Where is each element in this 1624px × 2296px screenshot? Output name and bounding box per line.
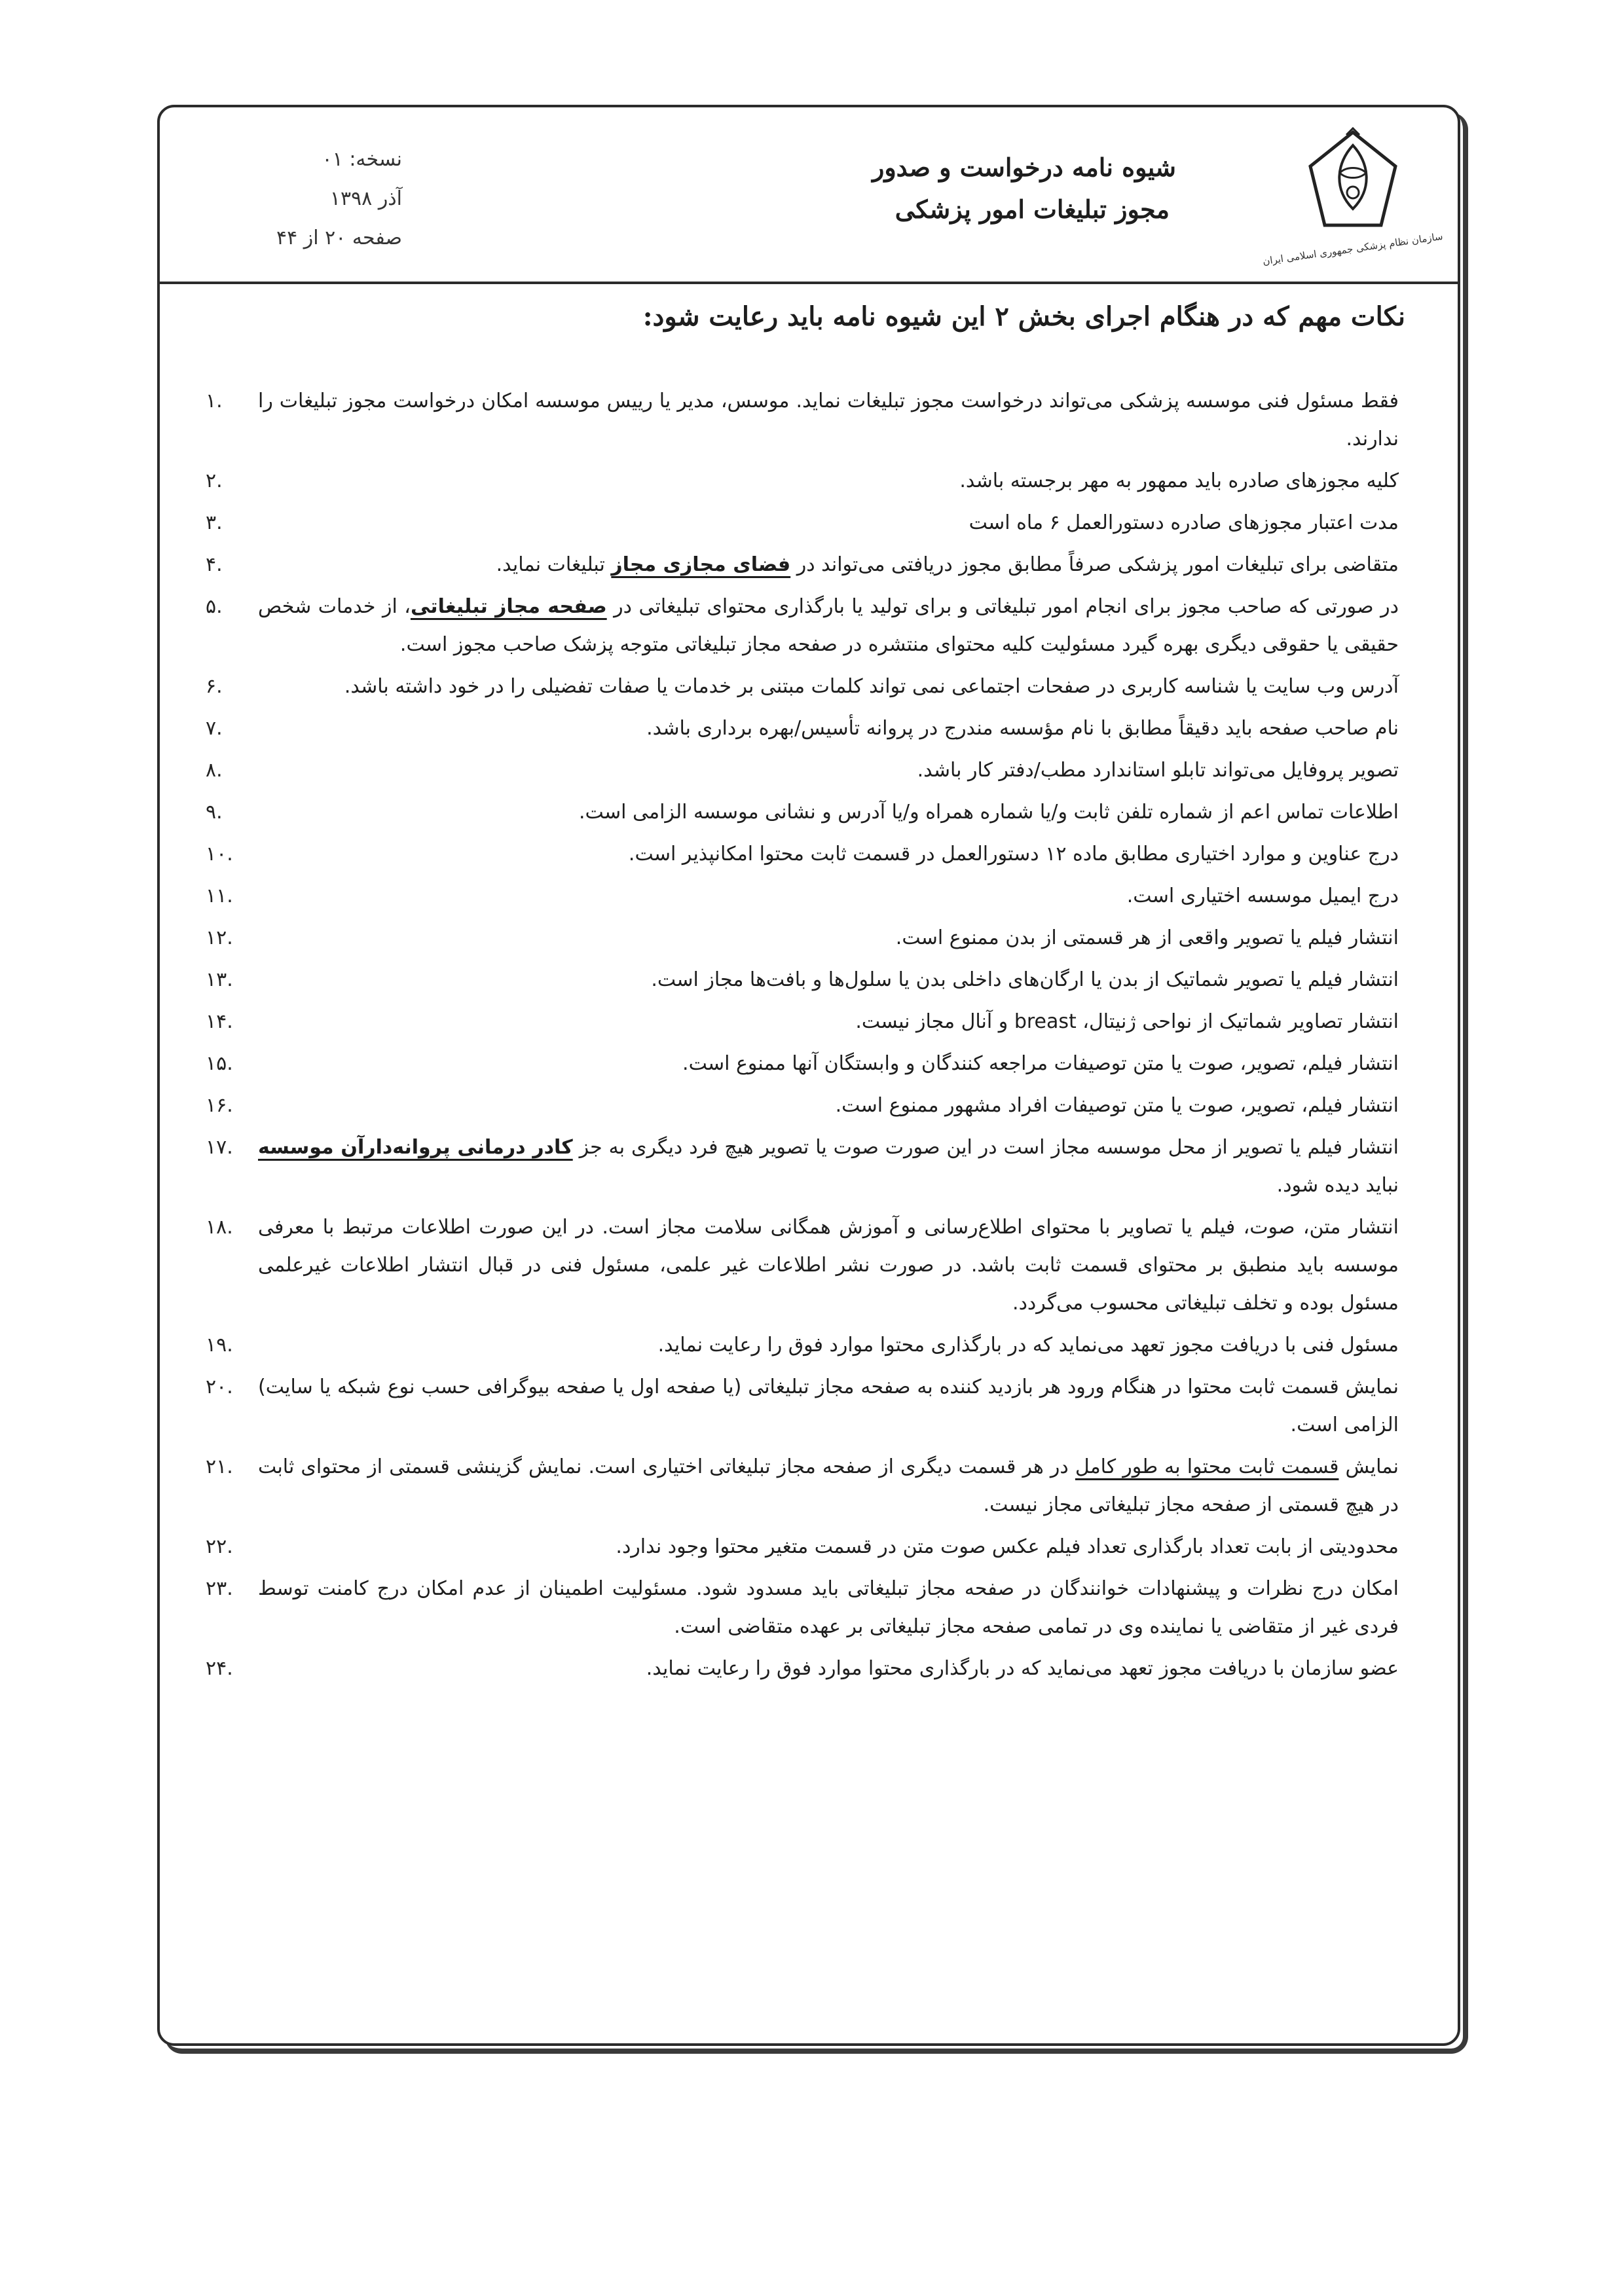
item-text-part: انتشار فیلم یا تصویر از محل موسسه مجاز است در این صورت صوت یا تصویر هیچ فرد دیگری به جز	[572, 1136, 1399, 1159]
item-text: نام صاحب صفحه باید دقیقاً مطابق با نام مؤسسه مندرج در پروانه تأسیس/بهره برداری باشد.	[646, 717, 1399, 740]
item-text	[258, 588, 1405, 664]
list-item	[206, 1650, 1405, 1688]
item-number: .۹	[206, 801, 223, 824]
item-number: .۶	[206, 675, 223, 698]
item-number: .۱	[206, 390, 223, 412]
item-number: .۲	[206, 469, 223, 492]
document-title	[718, 147, 1176, 230]
item-text: تصویر پروفایل می‌تواند تابلو استاندارد مطب/دفتر کار باشد.	[917, 759, 1399, 782]
item-text: انتشار متن، صوت، فیلم یا تصاویر با محتوای اطلاع‌رسانی و آموزش همگانی سلامت مجاز است. در این صورت اطلاعات مرتبط با معرفی موسسه باید منطبق بر محتوای قسمت ثابت باشد. در صورت نشر اطلاعات غیر علمی، مسئول فنی در قبال انتشار اطلاعات غیرعلمی مسئول بوده و تخلف تبلیغاتی محسوب می‌گردد.	[258, 1216, 1399, 1315]
date-label: آذر ۱۳۹۸	[329, 187, 402, 210]
list-item	[206, 1003, 1405, 1041]
list-item	[206, 752, 1405, 790]
item-text	[258, 1129, 1405, 1205]
list-item	[206, 1368, 1405, 1444]
document-body	[206, 297, 1405, 1692]
document-frame	[157, 105, 1460, 2046]
list-item	[206, 710, 1405, 748]
item-text: عضو سازمان با دریافت مجوز تعهد می‌نماید که در بارگذاری محتوا موارد فوق را رعایت نماید.	[646, 1657, 1399, 1680]
item-text: محدودیتی از بابت تعداد بارگذاری تعداد فیلم عکس صوت متن در قسمت متغیر محتوا وجود ندارد.	[616, 1535, 1399, 1558]
item-number: .۲۴	[206, 1657, 233, 1680]
item-text: درج عناوین و موارد اختیاری مطابق ماده ۱۲ دستورالعمل در قسمت ثابت محتوا امکانپذیر است.	[628, 843, 1399, 866]
item-number: .۵	[206, 595, 223, 618]
section-heading: نکات مهم که در هنگام اجرای بخش ۲ این شیوه نامه باید رعایت شود:	[642, 301, 1405, 332]
item-text: کلیه مجوزهای صادره باید ممهور به مهر برجسته باشد.	[959, 469, 1399, 492]
item-number: .۲۳	[206, 1577, 233, 1600]
list-item	[206, 462, 1405, 500]
item-text: انتشار تصاویر شماتیک از نواحی ژنیتال، breast و آنال مجاز نیست.	[855, 1010, 1399, 1033]
item-number: .۱۴	[206, 1010, 233, 1033]
item-text-part: در صورتی که صاحب مجوز برای انجام امور تبلیغاتی و برای تولید یا بارگذاری محتوای تبلیغاتی در	[606, 595, 1399, 618]
list-item	[206, 1326, 1405, 1364]
item-number: .۱۰	[206, 843, 233, 866]
item-number: .۱۸	[206, 1216, 233, 1239]
item-text: امکان درج نظرات و پیشنهادات خوانندگان در صفحه مجاز تبلیغاتی باید مسدود شود. مسئولیت اطمینان از عدم امکان درج کامنت توسط فردی غیر از متقاضی یا نماینده وی در تمامی صفحه مجاز تبلیغاتی بر عهده متقاضی است.	[258, 1577, 1399, 1638]
item-emphasis: قسمت ثابت محتوا به طور کامل	[1075, 1455, 1339, 1478]
list-item	[206, 546, 1405, 584]
list-item	[206, 961, 1405, 999]
item-text: انتشار فیلم، تصویر، صوت یا متن توصیفات افراد مشهور ممنوع است.	[835, 1094, 1399, 1117]
list-item	[206, 668, 1405, 706]
list-item	[206, 793, 1405, 831]
list-item	[206, 382, 1405, 458]
item-text: درج ایمیل موسسه اختیاری است.	[1126, 884, 1399, 907]
item-number: .۴	[206, 553, 223, 576]
document-meta	[206, 140, 402, 258]
list-item	[206, 1528, 1405, 1566]
item-text: مدت اعتبار مجوزهای صادره دستورالعمل ۶ ماه است	[969, 511, 1399, 534]
document-header	[160, 107, 1458, 284]
item-number: .۷	[206, 717, 223, 740]
title-line-1: شیوه نامه درخواست و صدور	[872, 153, 1176, 182]
item-number: .۱۷	[206, 1136, 233, 1159]
item-text-part: در هر قسمت دیگری از صفحه مجاز تبلیغاتی اختیاری است. نمایش گزینشی قسمتی از محتوای ثابت در هیچ قسمتی از صفحه مجاز تبلیغاتی مجاز نیست.	[258, 1455, 1399, 1516]
item-number: .۱۵	[206, 1052, 233, 1075]
item-text: آدرس وب سایت یا شناسه کاربری در صفحات اجتماعی نمی تواند کلمات مبتنی بر خدمات یا صفات تفضیلی را در خود داشته باشد.	[344, 675, 1399, 698]
list-item	[206, 1209, 1405, 1322]
list-item	[206, 877, 1405, 915]
medical-council-logo-icon	[1304, 127, 1402, 242]
item-text-part: ، از خدمات شخص حقیقی یا حقوقی دیگری بهره گیرد مسئولیت کلیه محتوای منتشره در صفحه مجاز تبلیغاتی متوجه پزشک صاحب مجوز است.	[258, 595, 1399, 656]
item-emphasis: فضای مجازی مجاز	[611, 553, 791, 576]
item-text-part: نمایش	[1338, 1455, 1399, 1478]
page-number: صفحه ۲۰ از ۴۴	[276, 227, 402, 249]
list-item	[206, 1087, 1405, 1125]
item-number: .۱۶	[206, 1094, 233, 1117]
item-text-part: نباید دیده شود.	[1276, 1174, 1399, 1197]
item-emphasis: کادر درمانی پروانه‌دارآن موسسه	[258, 1136, 573, 1159]
item-text-part: متقاضی برای تبلیغات امور پزشکی صرفاً مطابق مجوز دریافتی می‌تواند در	[790, 553, 1399, 576]
rules-list	[206, 382, 1405, 1688]
item-number: .۱۱	[206, 884, 233, 907]
list-item	[206, 504, 1405, 542]
item-text	[258, 1448, 1405, 1524]
list-item	[206, 1045, 1405, 1083]
item-number: .۱۲	[206, 926, 233, 949]
item-text	[258, 546, 1405, 584]
item-number: .۸	[206, 759, 223, 782]
item-number: .۳	[206, 511, 223, 534]
list-item	[206, 1129, 1405, 1205]
item-number: .۲۱	[206, 1455, 233, 1478]
item-number: .۲۰	[206, 1376, 233, 1398]
item-text: اطلاعات تماس اعم از شماره تلفن ثابت و/یا شماره همراه و/یا آدرس و نشانی موسسه الزامی است.	[579, 801, 1399, 824]
item-text: نمایش قسمت ثابت محتوا در هنگام ورود هر بازدید کننده به صفحه مجاز تبلیغاتی (یا صفحه اول یا صفحه بیوگرافی حسب نوع شبکه یا سایت) الزامی است.	[258, 1376, 1399, 1436]
item-text: فقط مسئول فنی موسسه پزشکی می‌تواند درخواست مجوز تبلیغات نماید. موسس، مدیر یا رییس موسسه امکان درخواست مجوز تبلیغات را ندارند.	[258, 390, 1399, 450]
list-item	[206, 835, 1405, 873]
list-item	[206, 1570, 1405, 1646]
item-text: انتشار فیلم یا تصویر واقعی از هر قسمتی از بدن ممنوع است.	[895, 926, 1399, 949]
organization-logo	[1262, 127, 1444, 268]
item-text: مسئول فنی با دریافت مجوز تعهد می‌نماید که در بارگذاری محتوا موارد فوق را رعایت نماید.	[657, 1334, 1399, 1357]
item-number: .۲۲	[206, 1535, 233, 1558]
item-number: .۱۹	[206, 1334, 233, 1357]
item-emphasis: صفحه مجاز تبلیغاتی	[410, 595, 607, 618]
list-item	[206, 1448, 1405, 1524]
logo-caption: سازمان نظام پزشکی جمهوری اسلامی ایران	[1262, 230, 1444, 268]
version-label: نسخه: ۰۱	[322, 148, 402, 171]
item-text: انتشار فیلم، تصویر، صوت یا متن توصیفات مراجعه کنندگان و وابستگان آنها ممنوع است.	[682, 1052, 1399, 1075]
item-text: انتشار فیلم یا تصویر شماتیک از بدن یا ارگان‌های داخلی بدن یا سلول‌ها و بافت‌ها مجاز است.	[651, 968, 1399, 991]
title-line-2: مجوز تبلیغات امور پزشکی	[895, 194, 1170, 224]
list-item	[206, 919, 1405, 957]
list-item	[206, 588, 1405, 664]
item-number: .۱۳	[206, 968, 233, 991]
item-text-part: تبلیغات نماید.	[496, 553, 612, 576]
